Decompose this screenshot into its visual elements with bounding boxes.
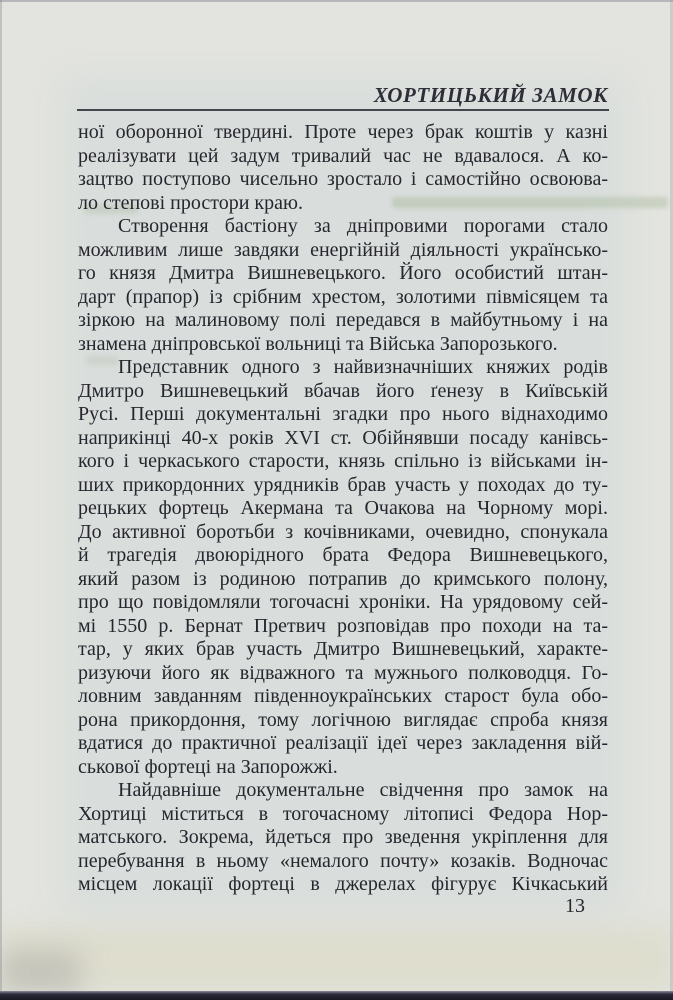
text-line: реалізувати цей задум тривалий час не вдавалося. А ко-: [78, 144, 608, 167]
text-line: тар, у яких брав участь Дмитро Вишневецький, характе-: [78, 638, 608, 660]
text-line: можливим лише завдяки енергійній діяльності українсько-: [78, 238, 608, 261]
running-header-title: ХОРТИЦЬКИЙ ЗАМОК: [373, 83, 608, 107]
text-line: місцем локації фортеці в джерелах фігурує Кічкаський: [78, 873, 608, 895]
text-line: мі 1550 р. Бернат Претвич розповідав про походи на та-: [78, 614, 608, 637]
text-line: рецьких фортець Акермана та Очакова на Чорному морі.: [78, 497, 608, 519]
text-line: Найдавніше документальне свідчення про замок на: [118, 779, 608, 801]
text-line: Представник одного з найвизначніших княжих родів: [118, 356, 608, 378]
text-line: Створення бастіону за дніпровими порогами стало: [118, 215, 608, 237]
paragraph: [78, 121, 608, 215]
text-line: зацтво поступово чисельно зростало і самостійно освоюва-: [78, 168, 608, 190]
text-line: знамена дніпровської вольниці та Війська Запорозького.: [78, 332, 558, 355]
text-line: дарт (прапор) із срібним хрестом, золотими півмісяцем та: [78, 285, 608, 308]
text-line: рона прикордоння, тому логічною виглядає спроба князя: [78, 708, 608, 731]
scan-edge-top: [0, 0, 673, 2]
text-line: го князя Дмитра Вишневецького. Його особистий штан-: [78, 262, 608, 284]
page-body: [78, 121, 608, 897]
text-line: ших прикордонних урядників брав участь у походах до ту-: [78, 473, 608, 496]
scan-edge-bottom: [0, 991, 673, 1000]
text-line: кого і черкаського старости, князь спільно із військами ін-: [78, 450, 608, 472]
paragraph: [78, 215, 608, 356]
text-line: Русі. Перші документальні згадки про нього віднаходимо: [78, 403, 608, 425]
text-line: Дмитро Вишневецький вбачав його ґенезу в Київській: [78, 379, 608, 402]
text-line: наприкінці 40-х років XVI ст. Обійнявши посаду канівсь-: [78, 426, 608, 449]
text-line: перебування в ньому «немалого почту» козаків. Водночас: [78, 849, 608, 872]
text-line: вдатися до практичної реалізації ідеї через закладення вій-: [78, 732, 608, 754]
paragraph: [78, 356, 608, 779]
text-line: який разом із родиною потрапив до кримського полону,: [78, 567, 608, 590]
header-rule: [77, 109, 609, 111]
text-line: ризуючи його як відважного та мужнього полководця. Го-: [78, 661, 608, 684]
scan-edge-left: [0, 0, 2, 1000]
scan-warm-area: [0, 928, 673, 992]
text-line: зіркою на малиновому полі передався в майбутньому і на: [78, 309, 608, 331]
text-line: ної оборонної твердині. Проте через брак коштів у казні: [78, 121, 608, 143]
text-line: ськової фортеці на Запорожжі.: [78, 755, 338, 778]
text-line: матського. Зокрема, йдеться про зведення укріплення для: [78, 826, 608, 848]
text-line: ловним завданням південноукраїнських старост була обо-: [78, 685, 608, 707]
page-number: 13: [565, 895, 585, 917]
text-line: про що повідомляли тогочасні хроніки. На урядовому сей-: [78, 591, 608, 613]
text-line: й трагедія двоюрідного брата Федора Вишневецького,: [78, 544, 608, 566]
paragraph: [78, 779, 608, 897]
text-line: Хортиці міститься в тогочасному літописі Федора Нор-: [78, 802, 608, 825]
scan-corner-shadow: [0, 950, 80, 994]
text-line: ло степові простори краю.: [78, 191, 303, 214]
text-line: До активної боротьби з кочівниками, очевидно, спонукала: [78, 520, 608, 543]
